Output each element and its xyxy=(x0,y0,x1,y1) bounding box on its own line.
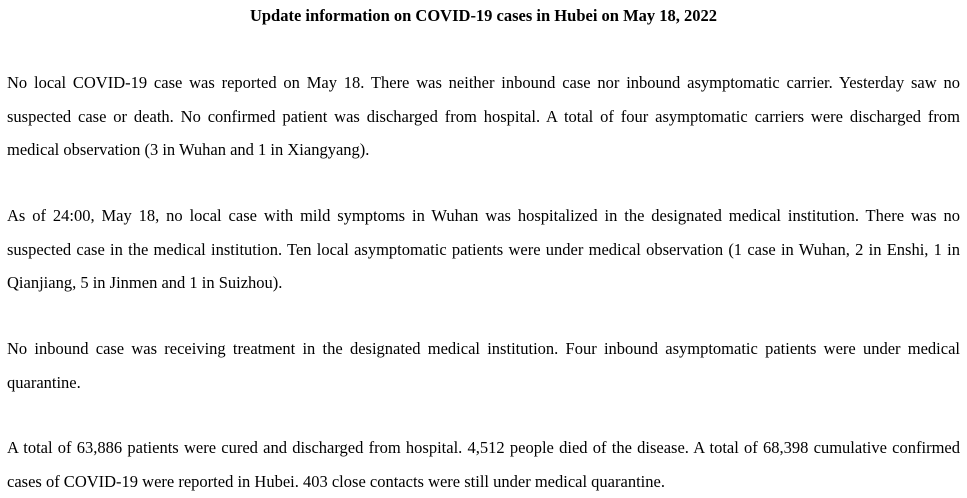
paragraph-local-cases-status: As of 24:00, May 18, no local case with mild symptoms in Wuhan was hospitalized in the designated medical institution. There was no suspected case in the medical institution. Ten local asymptomatic patients were under medical observation (1 case in Wuhan, 2 in Enshi, 1 in Qianjiang, 5 in Jinmen and 1 in Suizhou). xyxy=(7,206,960,292)
paragraph-daily-report: No local COVID-19 case was reported on May 18. There was neither inbound case nor inbound asymptomatic carrier. Yesterday saw no suspected case or death. No confirmed patient was discharged from hospital. A total of four asymptomatic carriers were discharged from medical observation (3 in Wuhan and 1 in Xiangyang). xyxy=(7,73,960,159)
document-title: Update information on COVID-19 cases in Hubei on May 18, 2022 xyxy=(249,6,718,25)
paragraph-inbound-status: No inbound case was receiving treatment in the designated medical institution. Four inbound asymptomatic patients were under medical quarantine. xyxy=(7,339,960,392)
paragraph-cumulative-totals: A total of 63,886 patients were cured and discharged from hospital. 4,512 people died of the disease. A total of 68,398 cumulative confirmed cases of COVID-19 were reported in Hubei. 403 close contacts were still under medical quarantine. xyxy=(7,438,960,491)
